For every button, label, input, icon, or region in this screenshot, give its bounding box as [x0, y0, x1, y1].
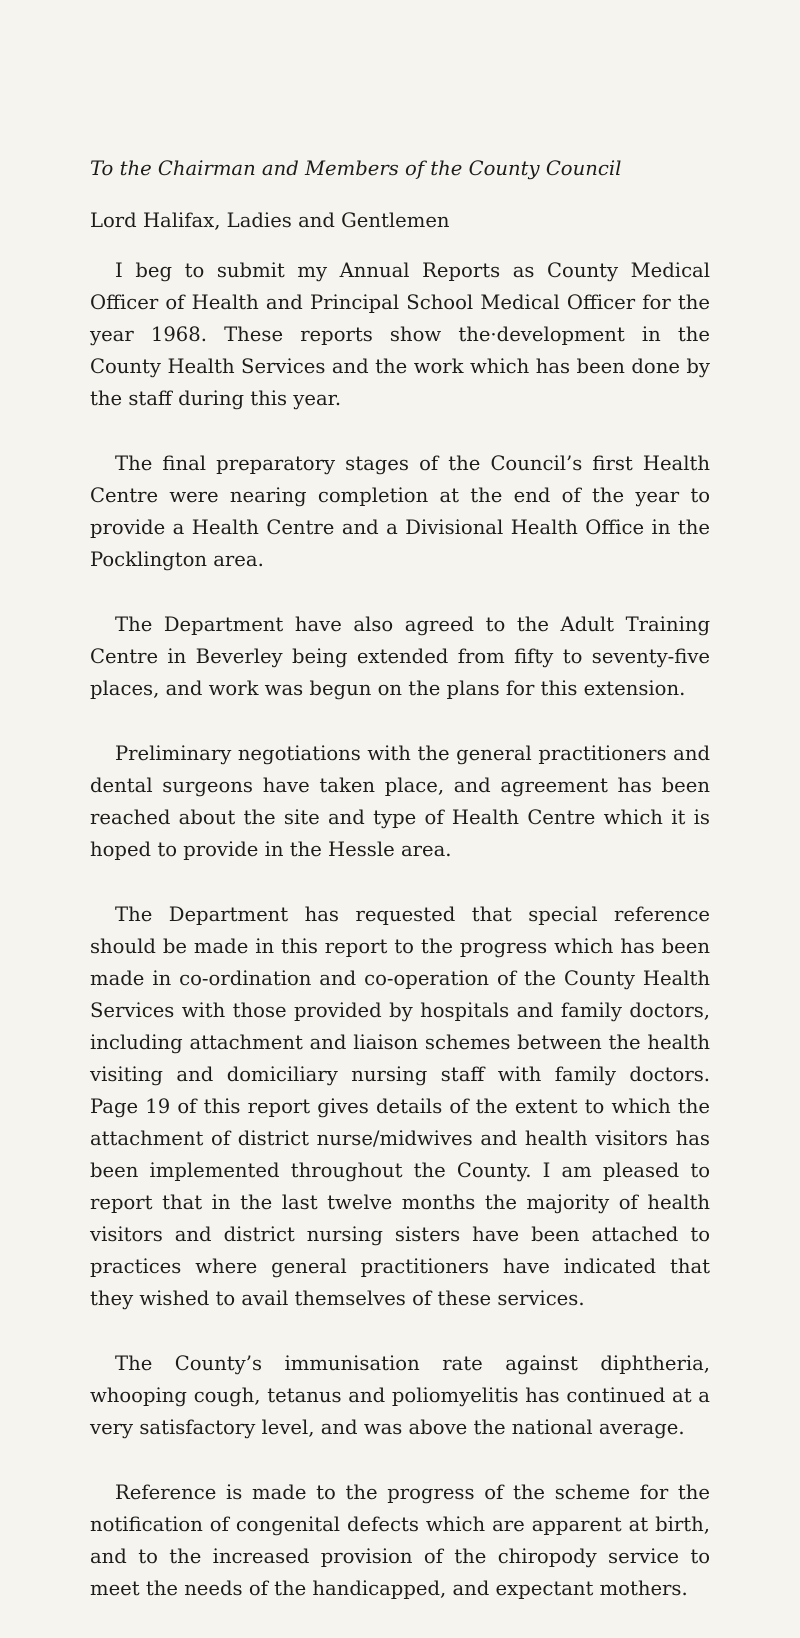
salutation: Lord Halifax, Ladies and Gentlemen	[90, 209, 450, 232]
paragraph-health-centre: The final preparatory stages of the Council’s first Health Centre were nearing completion at the end of the year to provide a Health Centre and a Divisional Health Office in the Pocklington area.	[90, 452, 710, 571]
paragraph-negotiations: Preliminary negotiations with the general practitioners and dental surgeons have taken place, and agreement has been reached about the site and type of Health Centre which it is hoped to provide in the Hessle area.	[90, 742, 710, 861]
paragraph-coordination: The Department has requested that special reference should be made in this report to the progress which has been made in co-ordination and co-operation of the County Health Services with those provided by hospitals and family doctors, including attachment and liaison schemes between the health visiting and domiciliary nursing staff with family doctors. Page 19 of this report gives details of the extent to which the attachment of district nurse/midwives and health visitors has been implemented throughout the County. I am pleased to report that in the last twelve months the majority of health visitors and district nursing sisters have been attached to practices where general practitioners have indicated that they wished to avail themselves of these services.	[90, 903, 710, 1310]
paragraph-immunisation: The County’s immunisation rate against diphtheria, whooping cough, tetanus and poliomyelitis has continued at a very satisfactory level, and was above the national average.	[90, 1352, 710, 1439]
paragraph-congenital-defects: Reference is made to the progress of the scheme for the notification of congenital defects which are apparent at birth, and to the increased provision of the chiropody service to meet the needs of the handicapped, and expectant mothers.	[90, 1481, 710, 1600]
paragraph-annual-reports: I beg to submit my Annual Reports as County Medical Officer of Health and Principal School Medical Officer for the year 1968. These reports show the·development in the County Health Services and the work which has been done by the staff during this year.	[90, 259, 710, 410]
address-heading: To the Chairman and Members of the County Council	[90, 157, 622, 180]
body-text	[90, 255, 710, 1638]
paragraph-adult-training-centre: The Department have also agreed to the Adult Training Centre in Beverley being extended from fifty to seventy-five places, and work was begun on the plans for this extension.	[90, 613, 710, 700]
